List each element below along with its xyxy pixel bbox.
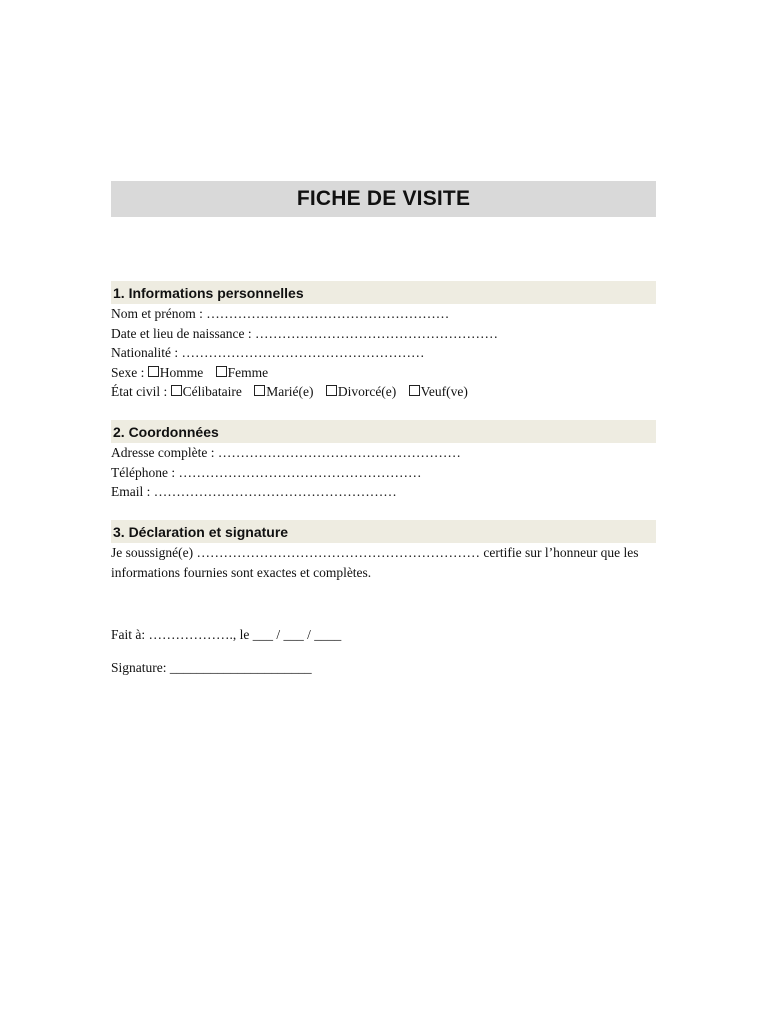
section-declaration	[111, 520, 656, 582]
document-page	[111, 181, 656, 675]
section-heading-text: 1. Informations personnelles	[113, 284, 304, 301]
etat-option-celibataire[interactable]: Célibataire	[171, 384, 242, 399]
date-lieu-naissance-field[interactable]: Date et lieu de naissance : ………………………………………………	[111, 325, 498, 341]
nom-prenom-field[interactable]: Nom et prénom : ………………………………………………	[111, 306, 450, 321]
section-personal-info	[111, 281, 656, 402]
section-heading	[111, 281, 656, 304]
etat-option-divorce[interactable]: Divorcé(e)	[326, 384, 396, 399]
etat-option-veuf[interactable]: Veuf(ve)	[409, 384, 468, 399]
section-coordonnees	[111, 420, 656, 502]
section-heading	[111, 520, 656, 543]
checkbox-icon[interactable]	[216, 366, 227, 377]
fait-a-field[interactable]: Fait à: ………………., le ___ / ___ / ____	[111, 627, 342, 642]
section-heading	[111, 420, 656, 443]
checkbox-icon[interactable]	[148, 366, 159, 377]
declaration-text[interactable]: Je soussigné(e) ……………………………………………………… certifie sur l’honneur que les informations fournies sont exactes et complètes.	[111, 545, 639, 580]
checkbox-icon[interactable]	[254, 385, 265, 396]
etat-civil-label: État civil :	[111, 384, 168, 399]
checkbox-icon[interactable]	[326, 385, 337, 396]
section-heading-text: 3. Déclaration et signature	[113, 523, 289, 540]
email-field[interactable]: Email : ………………………………………………	[111, 484, 397, 499]
document-title: FICHE DE VISITE	[296, 187, 471, 210]
sexe-label: Sexe :	[111, 364, 145, 380]
checkbox-icon[interactable]	[171, 385, 182, 396]
signature-field[interactable]: Signature: _____________________	[111, 660, 312, 675]
telephone-field[interactable]: Téléphone : ………………………………………………	[111, 464, 422, 480]
etat-civil-row	[111, 382, 656, 402]
sexe-row	[111, 363, 656, 383]
title-bar	[111, 181, 656, 217]
checkbox-icon[interactable]	[409, 385, 420, 396]
nationalite-field[interactable]: Nationalité : ………………………………………………	[111, 345, 425, 360]
etat-option-marie[interactable]: Marié(e)	[254, 384, 313, 399]
sexe-option-femme[interactable]: Femme	[216, 365, 269, 380]
sexe-option-homme[interactable]: Homme	[148, 365, 204, 380]
adresse-field[interactable]: Adresse complète : ………………………………………………	[111, 445, 461, 460]
section-heading-text: 2. Coordonnées	[113, 423, 219, 440]
